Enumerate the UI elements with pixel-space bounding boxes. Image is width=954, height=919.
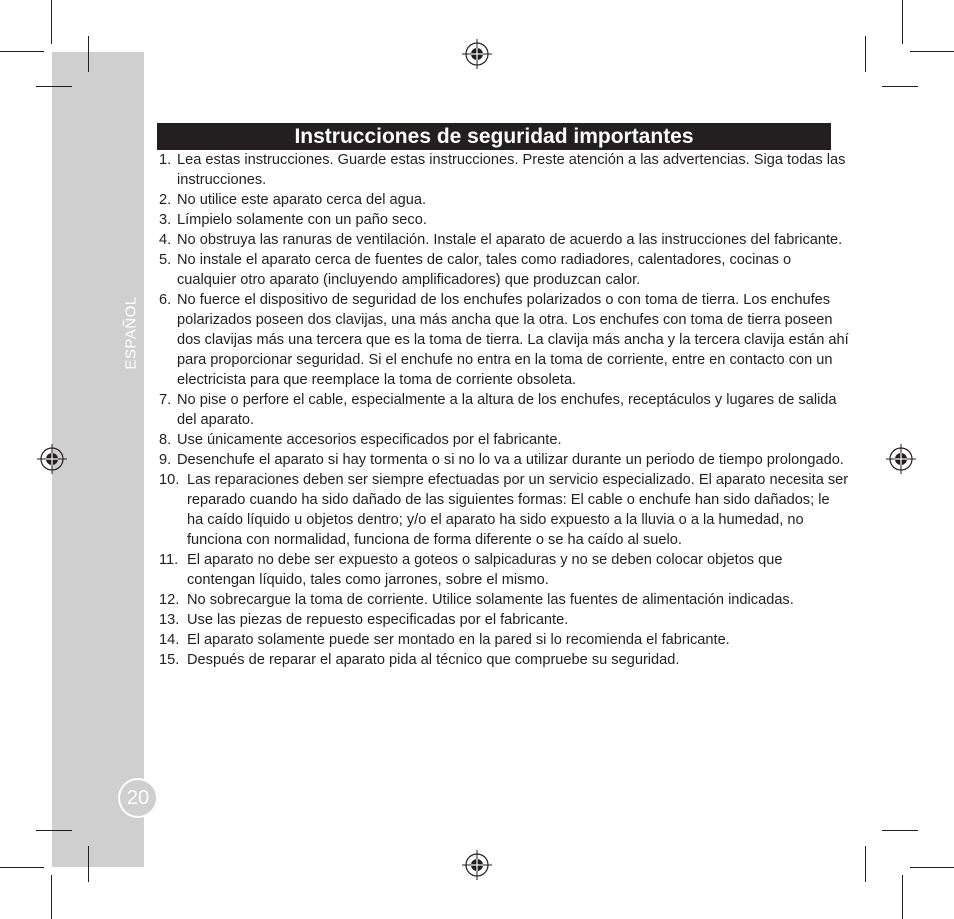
item-number: 9. bbox=[159, 452, 172, 468]
list-item bbox=[159, 470, 849, 550]
list-item bbox=[159, 290, 849, 390]
registration-mark-icon bbox=[36, 443, 68, 475]
item-text: El aparato no debe ser expuesto a goteos o salpicaduras y no se deben colocar objetos que contengan líquido, tales como jarrones, sobre el mismo. bbox=[187, 552, 783, 588]
page-number: 20 bbox=[118, 778, 158, 818]
item-text: Use las piezas de repuesto especificadas por el fabricante. bbox=[187, 612, 569, 628]
crop-mark bbox=[865, 846, 866, 882]
item-number: 3. bbox=[159, 212, 172, 228]
crop-mark bbox=[882, 86, 918, 87]
item-number: 6. bbox=[159, 292, 172, 308]
item-text: Lea estas instrucciones. Guarde estas instrucciones. Preste atención a las advertencias. Siga todas las instrucciones. bbox=[177, 152, 846, 188]
item-number: 12. bbox=[159, 592, 180, 608]
crop-mark bbox=[910, 867, 954, 868]
crop-mark bbox=[51, 0, 52, 44]
item-text: El aparato solamente puede ser montado en la pared si lo recomienda el fabricante. bbox=[187, 632, 730, 648]
crop-mark bbox=[902, 875, 903, 919]
crop-mark bbox=[36, 86, 72, 87]
list-item bbox=[159, 390, 849, 430]
registration-mark-icon bbox=[461, 849, 493, 881]
item-text: No pise o perfore el cable, especialmente a la altura de los enchufes, receptáculos y lugares de salida del aparato. bbox=[177, 392, 837, 428]
list-item bbox=[159, 430, 849, 450]
section-title: Instrucciones de seguridad importantes bbox=[157, 123, 831, 150]
item-text: Desenchufe el aparato si hay tormenta o si no lo va a utilizar durante un periodo de tiempo prolongado. bbox=[177, 452, 844, 468]
item-text: No fuerce el dispositivo de seguridad de los enchufes polarizados o con toma de tierra. Los enchufes polarizados poseen dos clavijas, una más ancha que la otra. Los enchufes con toma de tierra poseen dos clavijas más una tercera que es la toma de tierra. La clavija más ancha y la tercera clavija están ahí para proporcionar seguridad. Si el enchufe no entra en la toma de corriente, entre en contacto con un electricista para que reemplace la toma de corriente obsoleta. bbox=[177, 292, 849, 388]
list-item bbox=[159, 650, 849, 670]
registration-mark-icon bbox=[461, 38, 493, 70]
crop-mark bbox=[0, 51, 44, 52]
item-number: 10. bbox=[159, 472, 180, 488]
list-item bbox=[159, 250, 849, 290]
list-item bbox=[159, 550, 849, 590]
list-item bbox=[159, 590, 849, 610]
crop-mark bbox=[36, 830, 72, 831]
item-text: Use únicamente accesorios especificados por el fabricante. bbox=[177, 432, 562, 448]
item-text: No sobrecargue la toma de corriente. Utilice solamente las fuentes de alimentación indicadas. bbox=[187, 592, 794, 608]
item-number: 2. bbox=[159, 192, 172, 208]
list-item bbox=[159, 610, 849, 630]
crop-mark bbox=[51, 875, 52, 919]
registration-mark-icon bbox=[885, 443, 917, 475]
item-number: 1. bbox=[159, 152, 172, 168]
crop-mark bbox=[865, 36, 866, 72]
item-number: 7. bbox=[159, 392, 172, 408]
list-item bbox=[159, 630, 849, 650]
list-item bbox=[159, 150, 849, 190]
item-text: Las reparaciones deben ser siempre efectuadas por un servicio especializado. El aparato necesita ser reparado cuando ha sido dañado de las siguientes formas: El cable o enchufe han sido dañados; le ha caído líquido u objetos dentro; y/o el aparato ha sido expuesto a la lluvia o a la humedad, no funciona con normalidad, funciona de forma diferente o se ha caído al suelo. bbox=[187, 472, 849, 548]
item-text: No obstruya las ranuras de ventilación. Instale el aparato de acuerdo a las instrucciones del fabricante. bbox=[177, 232, 843, 248]
crop-mark bbox=[88, 36, 89, 72]
item-number: 15. bbox=[159, 652, 180, 668]
language-label: ESPAÑOL bbox=[122, 296, 140, 370]
crop-mark bbox=[910, 51, 954, 52]
instruction-list bbox=[159, 150, 849, 670]
item-text: Después de reparar el aparato pida al técnico que compruebe su seguridad. bbox=[187, 652, 680, 668]
item-number: 14. bbox=[159, 632, 180, 648]
list-item bbox=[159, 230, 849, 250]
item-text: Límpielo solamente con un paño seco. bbox=[177, 212, 427, 228]
item-number: 5. bbox=[159, 252, 172, 268]
item-number: 4. bbox=[159, 232, 172, 248]
item-text: No utilice este aparato cerca del agua. bbox=[177, 192, 427, 208]
list-item bbox=[159, 210, 849, 230]
crop-mark bbox=[882, 830, 918, 831]
crop-mark bbox=[88, 846, 89, 882]
item-number: 11. bbox=[159, 552, 179, 568]
list-item bbox=[159, 450, 849, 470]
list-item bbox=[159, 190, 849, 210]
crop-mark bbox=[902, 0, 903, 44]
item-number: 8. bbox=[159, 432, 172, 448]
item-number: 13. bbox=[159, 612, 180, 628]
crop-mark bbox=[0, 867, 44, 868]
item-text: No instale el aparato cerca de fuentes de calor, tales como radiadores, calentadores, cocinas o cualquier otro aparato (incluyendo amplificadores) que produzcan calor. bbox=[177, 252, 792, 288]
